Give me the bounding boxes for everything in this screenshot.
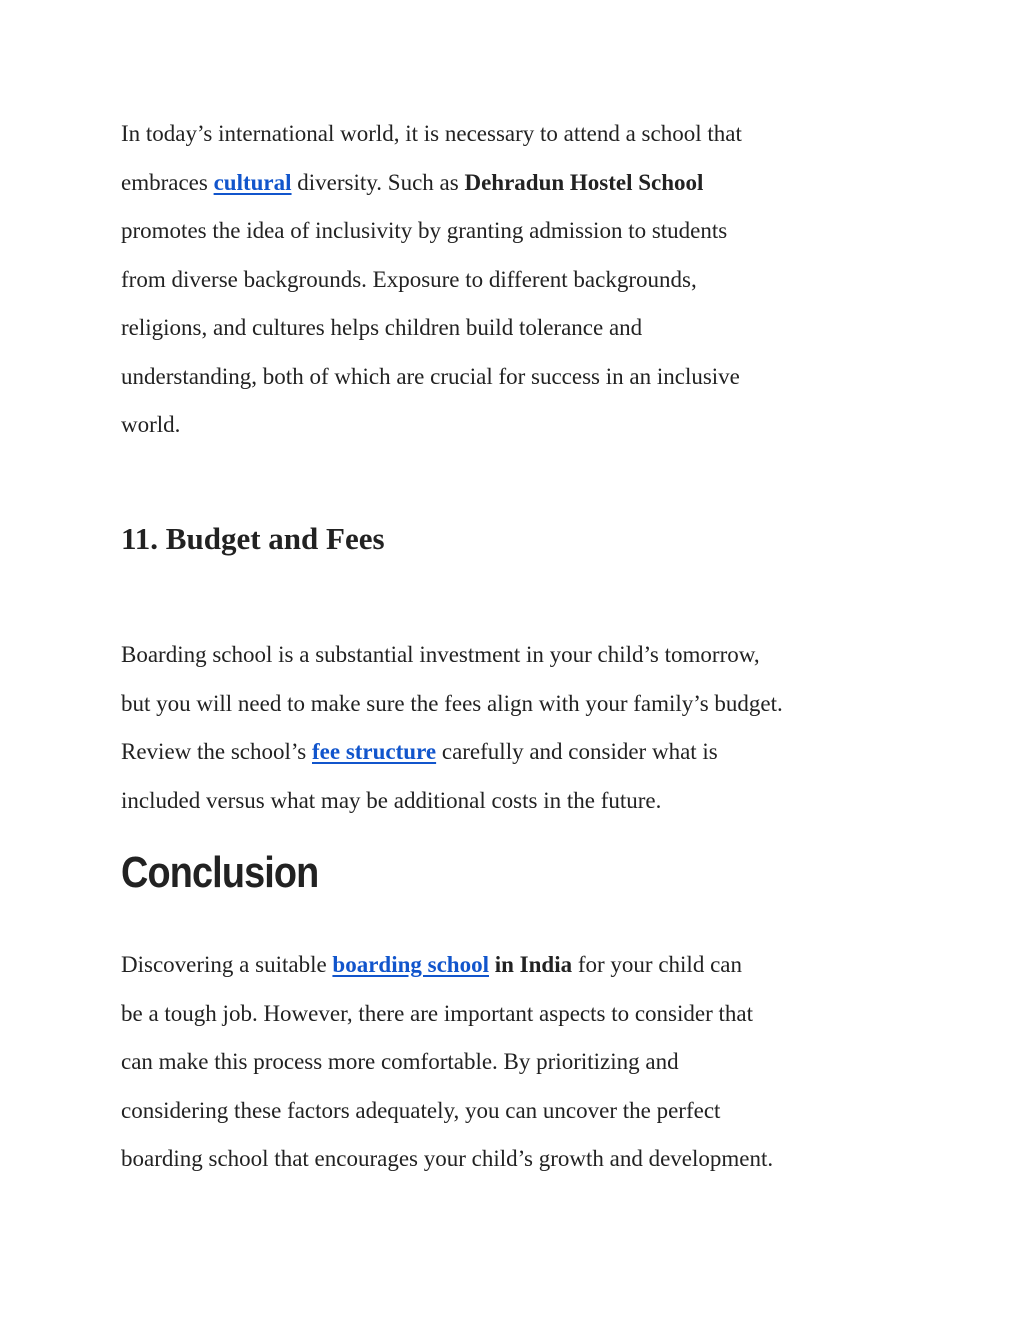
conclusion-paragraph	[121, 941, 773, 1184]
boarding-school-link[interactable]: boarding school	[332, 952, 489, 977]
fee-structure-link[interactable]: fee structure	[312, 739, 437, 764]
text-line: can make this process more comfortable. By prioritizing and	[121, 1049, 679, 1074]
text-line	[121, 728, 783, 777]
text-line: be a tough job. However, there are important aspects to consider that	[121, 1000, 754, 1026]
text-line: considering these factors adequately, you can uncover the perfect	[121, 1097, 721, 1123]
text-line: boarding school that encourages your child’s growth and development.	[121, 1146, 774, 1171]
budget-paragraph	[121, 631, 783, 825]
budget-heading: 11. Budget and Fees	[121, 521, 385, 556]
text-line: religions, and cultures helps children build tolerance and	[121, 315, 643, 340]
text-segment: Discovering a suitable	[121, 952, 333, 977]
text-segment: for your child can	[572, 952, 742, 977]
text-segment: diversity. Such as	[291, 169, 465, 195]
conclusion-heading: Conclusion	[121, 848, 319, 897]
text-line	[121, 941, 773, 990]
text-line: world.	[121, 412, 181, 437]
text-line: Boarding school is a substantial investment in your child’s tomorrow,	[121, 642, 760, 667]
text-line: In today’s international world, it is necessary to attend a school that	[121, 121, 742, 146]
cultural-link[interactable]: cultural	[213, 169, 292, 195]
text-segment: Review the school’s	[121, 739, 312, 764]
text-line: understanding, both of which are crucial for success in an inclusive	[121, 363, 740, 389]
text-line: but you will need to make sure the fees align with your family’s budget.	[121, 690, 783, 716]
text-line: from diverse backgrounds. Exposure to different backgrounds,	[121, 266, 697, 292]
text-segment: carefully and consider what is	[436, 739, 718, 764]
text-line: promotes the idea of inclusivity by granting admission to students	[121, 218, 728, 243]
in-india-bold: in India	[489, 952, 573, 977]
text-line: included versus what may be additional costs in the future.	[121, 787, 662, 813]
school-name-bold: Dehradun Hostel School	[464, 169, 704, 195]
diversity-paragraph	[121, 110, 742, 450]
text-segment: embraces	[121, 169, 214, 195]
text-line	[121, 159, 742, 208]
